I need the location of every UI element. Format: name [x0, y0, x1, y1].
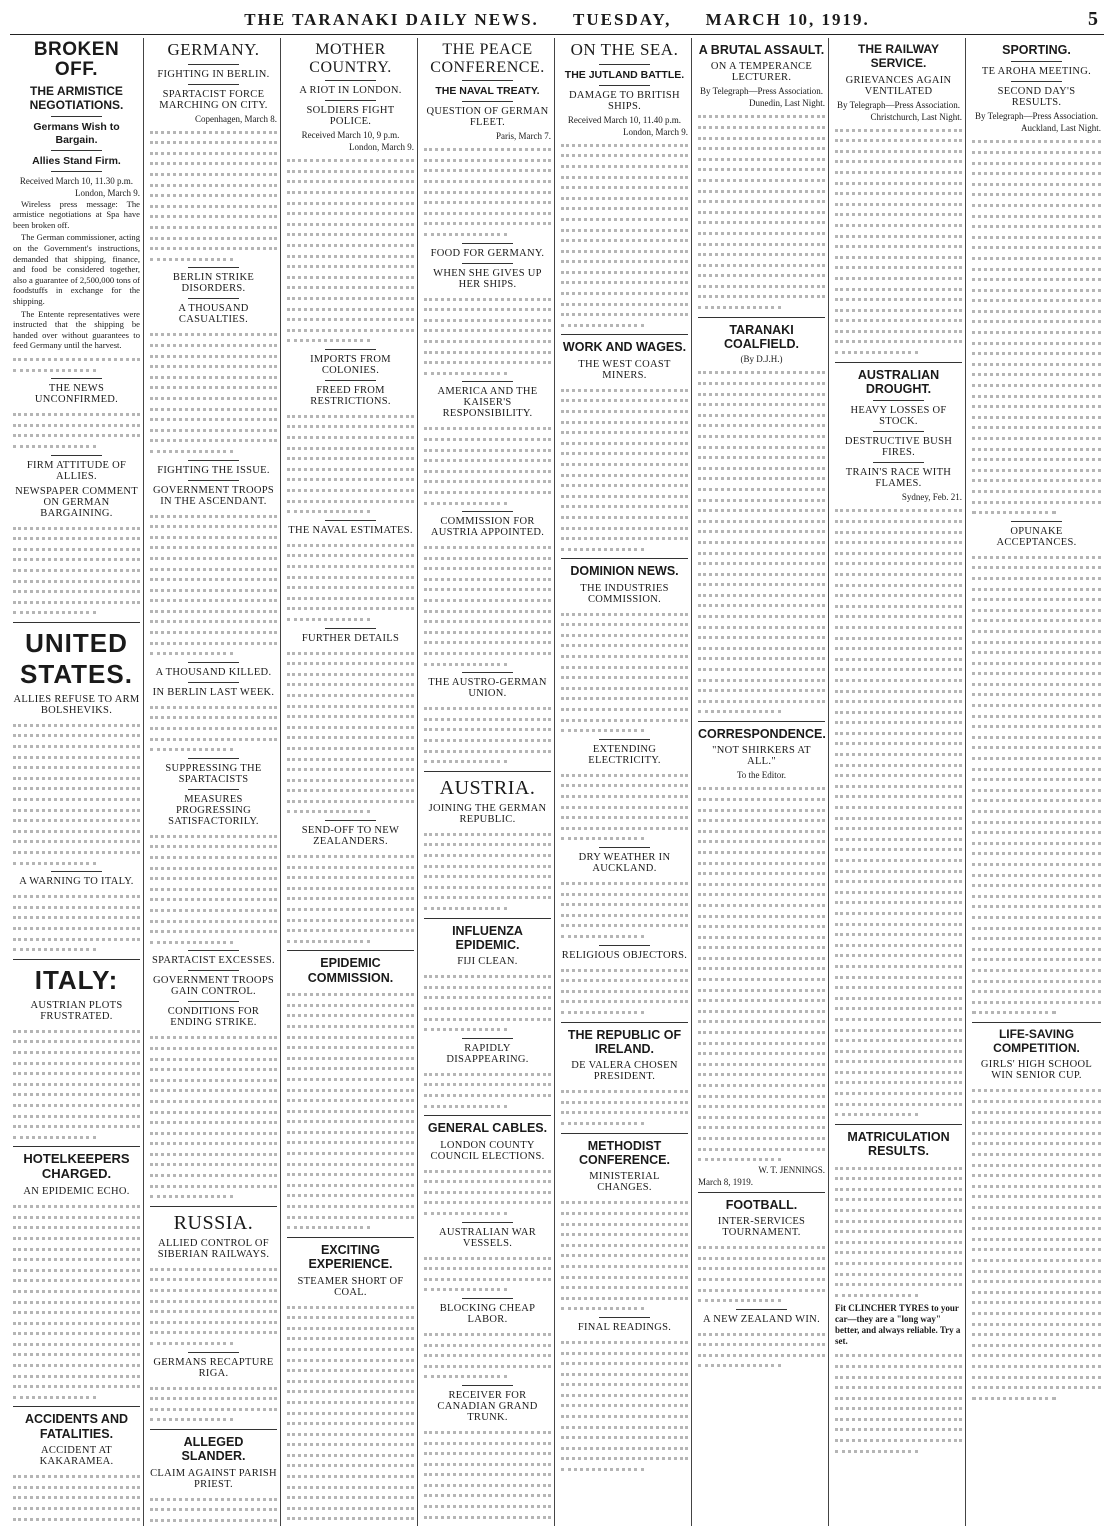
headline: EXCITING EXPERIENCE.: [308, 1242, 393, 1272]
section-heading: DE VALERA CHOSEN PRESIDENT.: [571, 1060, 678, 1083]
section-heading: RELIGIOUS OBJECTORS.: [561, 949, 688, 961]
column-8: [969, 38, 1104, 1526]
section-heading: ON A TEMPERANCE LECTURER.: [710, 61, 813, 84]
text-lines: [13, 1470, 140, 1526]
text-lines: [287, 410, 414, 516]
article-text: The German commissioner, acting on the Government's instructions, demanded that shipping, finance, and food be considered together, also a guarantee of 2,500,000 tons of foodstuffs in exchange for the shipping.: [13, 232, 140, 306]
section-heading: SPARTACIST FORCE MARCHING ON CITY.: [159, 88, 268, 111]
subheadline: Germans Wish to Bargain.: [33, 121, 120, 146]
headline: A BRUTAL ASSAULT.: [698, 43, 825, 57]
text-lines: [150, 1263, 277, 1348]
issue-day: TUESDAY,: [573, 10, 672, 29]
section-heading: FIGHTING IN BERLIN.: [157, 68, 270, 80]
dateline: Paris, March 7.: [496, 131, 551, 142]
text-lines: [698, 782, 825, 1163]
section-heading: SUPPRESSING THE SPARTACISTS: [165, 762, 262, 785]
section-heading: ACCIDENT AT KAKARAMEA.: [39, 1445, 114, 1468]
text-lines: [698, 366, 825, 716]
headline: AUSTRIA.: [439, 776, 536, 799]
headline: GERMANY.: [167, 40, 260, 59]
text-lines: [424, 293, 551, 378]
text-lines: [835, 504, 962, 1118]
text-lines: [424, 143, 551, 238]
headline: GENERAL CABLES.: [427, 1121, 548, 1136]
section-heading: DAMAGE TO BRITISH SHIPS.: [569, 89, 680, 112]
text-lines: [150, 1493, 277, 1526]
text-lines: [561, 964, 688, 1017]
section-heading: GOVERNMENT TROOPS GAIN CONTROL.: [152, 975, 275, 998]
text-lines: [13, 1200, 140, 1401]
headline: METHODIST CONFERENCE.: [579, 1138, 670, 1167]
headline: AUSTRALIAN DROUGHT.: [857, 367, 940, 397]
section-heading: BERLIN STRIKE DISORDERS.: [172, 272, 255, 295]
headline: WORK AND WAGES.: [562, 340, 687, 355]
section-heading: MEASURES PROGRESSING SATISFACTORILY.: [168, 793, 259, 827]
section-heading: A WARNING TO ITALY.: [19, 876, 134, 888]
section-heading: THE NAVAL ESTIMATES.: [288, 524, 413, 536]
byline: By Telegraph—Press Association.: [837, 99, 960, 110]
text-lines: [424, 1426, 551, 1526]
headline: ACCIDENTS AND FATALITIES.: [24, 1412, 128, 1441]
text-lines: [424, 1165, 551, 1218]
section-heading: FURTHER DETAILS: [301, 632, 400, 644]
headline: ALLEGED SLANDER.: [181, 1434, 246, 1464]
text-lines: [13, 890, 140, 954]
text-lines: [150, 510, 277, 658]
text-lines: [698, 110, 825, 311]
section-heading: FIRM ATTITUDE OF ALLIES.: [26, 459, 127, 482]
section-heading: FINAL READINGS.: [577, 1321, 672, 1333]
section-heading: IMPORTS FROM COLONIES.: [310, 353, 391, 376]
dateline: London, March 9.: [623, 126, 688, 137]
section-heading: A THOUSAND CASUALTIES.: [178, 303, 249, 326]
headline: CORRESPONDENCE.: [698, 727, 826, 741]
text-lines: [972, 1084, 1101, 1402]
headline: ITALY:: [34, 964, 119, 995]
text-lines: [835, 1162, 962, 1300]
dateline: Auckland, Last Night.: [1021, 123, 1101, 134]
column-6: [695, 38, 829, 1526]
text-lines: [835, 1349, 962, 1455]
section-heading: NEWSPAPER COMMENT ON GERMAN BARGAINING.: [15, 485, 138, 519]
column-5: [558, 38, 692, 1526]
section-heading: AN EPIDEMIC ECHO.: [23, 1186, 130, 1198]
headline: THE PEACE CONFERENCE.: [430, 41, 545, 76]
section-heading: FOOD FOR GERMANY.: [430, 247, 545, 259]
subheadline: Allies Stand Firm.: [32, 154, 121, 167]
text-lines: [698, 1328, 825, 1370]
section-heading: FIGHTING THE ISSUE.: [157, 464, 270, 476]
signature: W. T. JENNINGS.: [758, 1164, 825, 1175]
headline: THE REPUBLIC OF IRELAND.: [567, 1027, 682, 1056]
text-lines: [13, 408, 140, 450]
headline: EPIDEMIC COMMISSION.: [307, 956, 394, 985]
section-heading: GIRLS' HIGH SCHOOL WIN SENIOR CUP.: [980, 1059, 1093, 1082]
dateline: Christchurch, Last Night.: [870, 111, 962, 122]
section-heading: COMMISSION FOR AUSTRIA APPOINTED.: [430, 516, 545, 539]
section-heading: IN BERLIN LAST WEEK.: [152, 686, 275, 698]
section-heading: CONDITIONS FOR ENDING STRIKE.: [167, 1006, 260, 1029]
column-1: [10, 38, 144, 1526]
section-heading: A RIOT IN LONDON.: [299, 85, 402, 97]
dateline: Sydney, Feb. 21.: [901, 492, 962, 503]
section-heading: LONDON COUNTY COUNCIL ELECTIONS.: [430, 1139, 545, 1162]
salutation: To the Editor.: [736, 770, 787, 781]
headline: THE RAILWAY SERVICE.: [858, 42, 939, 70]
section-heading: OPUNAKE ACCEPTANCES.: [996, 525, 1077, 548]
text-lines: [424, 1328, 551, 1381]
section-heading: MINISTERIAL CHANGES.: [589, 1171, 660, 1194]
section-heading: BLOCKING CHEAP LABOR.: [439, 1302, 536, 1325]
text-lines: [13, 522, 140, 617]
text-lines: [561, 877, 688, 941]
text-lines: [561, 384, 688, 554]
text-lines: [150, 701, 277, 754]
headline: MOTHER COUNTRY.: [309, 41, 392, 76]
section-heading: A THOUSAND KILLED.: [155, 666, 272, 678]
masthead-title: [10, 10, 1104, 30]
column-4: [421, 38, 555, 1526]
headline: UNITED STATES.: [20, 627, 133, 689]
text-lines: [835, 124, 962, 357]
section-heading: "NOT SHIRKERS AT ALL.": [712, 745, 811, 768]
text-lines: [287, 850, 414, 945]
section-heading: WHEN SHE GIVES UP HER SHIPS.: [433, 267, 542, 290]
advertisement: Fit CLINCHER TYRES to your car—they are a "long way" better, and always reliable. Try a set.: [835, 1303, 961, 1347]
text-lines: [561, 1085, 688, 1127]
section-heading: DRY WEATHER IN AUCKLAND.: [578, 851, 671, 874]
text-lines: [561, 1336, 688, 1474]
section-heading: CLAIM AGAINST PARISH PRIEST.: [150, 1467, 277, 1490]
section-heading: RECEIVER FOR CANADIAN GRAND TRUNK.: [437, 1389, 538, 1423]
section-heading: SEND-OFF TO NEW ZEALANDERS.: [301, 825, 400, 848]
masthead: [10, 8, 1104, 35]
section-heading: A NEW ZEALAND WIN.: [703, 1313, 820, 1325]
byline: By Telegraph—Press Association.: [975, 111, 1098, 122]
section-heading: THE INDUSTRIES COMMISSION.: [580, 582, 669, 605]
section-heading: ALLIES REFUSE TO ARM BOLSHEVIKS.: [13, 693, 140, 716]
text-lines: [150, 328, 277, 455]
received-line: Received March 10, 11.30 p.m.: [19, 175, 134, 186]
section-heading: AUSTRIAN PLOTS FRUSTRATED.: [30, 999, 123, 1022]
headline: MATRICULATION RESULTS.: [847, 1129, 950, 1159]
headline: FOOTBALL.: [725, 1197, 798, 1212]
text-lines: [972, 551, 1101, 1017]
section-heading: JOINING THE GERMAN REPUBLIC.: [428, 802, 547, 825]
text-lines: [287, 1301, 414, 1526]
text-lines: [561, 608, 688, 735]
text-lines: [150, 1031, 277, 1201]
text-lines: [150, 830, 277, 947]
dateline: London, March 9.: [75, 187, 140, 198]
text-lines: [287, 539, 414, 624]
section-heading: HEAVY LOSSES OF STOCK.: [850, 405, 947, 428]
text-lines: [424, 970, 551, 1034]
column-3: [284, 38, 418, 1526]
section-heading: INTER-SERVICES TOURNAMENT.: [717, 1216, 806, 1239]
section-heading: ALLIED CONTROL OF SIBERIAN RAILWAYS.: [157, 1237, 270, 1260]
section-heading: GRIEVANCES AGAIN VENTILATED: [845, 74, 952, 97]
dateline: Dunedin, Last Night.: [749, 98, 825, 109]
section-heading: SPARTACIST EXCESSES.: [152, 955, 275, 967]
section-heading: STEAMER SHORT OF COAL.: [297, 1275, 404, 1298]
byline: By Telegraph—Press Association.: [700, 86, 823, 97]
section-heading: FREED FROM RESTRICTIONS.: [310, 384, 391, 407]
text-lines: [287, 154, 414, 345]
text-lines: [13, 1025, 140, 1142]
headline: HOTELKEEPERS CHARGED.: [23, 1151, 130, 1182]
section-heading: GERMANS RECAPTURE RIGA.: [153, 1356, 274, 1379]
text-lines: [561, 1196, 688, 1313]
newspaper-name: THE TARANAKI DAILY NEWS.: [244, 10, 539, 29]
headline: DOMINION NEWS.: [570, 564, 679, 579]
subheadline: THE ARMISTICE NEGOTIATIONS.: [29, 83, 124, 112]
section-heading: FIJI CLEAN.: [457, 956, 518, 968]
section-heading: SOLDIERS FIGHT POLICE.: [306, 105, 395, 128]
headline: RUSSIA.: [173, 1211, 254, 1234]
columns: [10, 38, 1104, 1526]
section-heading: DESTRUCTIVE BUSH FIRES.: [844, 436, 953, 459]
section-heading: SECOND DAY'S RESULTS.: [997, 86, 1076, 109]
received-line: Received March 10, 11.40 p.m.: [567, 114, 682, 125]
text-lines: [150, 1382, 277, 1424]
column-2: [147, 38, 281, 1526]
text-lines: [13, 719, 140, 867]
text-lines: [561, 769, 688, 843]
section-heading: THE WEST COAST MINERS.: [578, 358, 671, 381]
issue-date: MARCH 10, 1919.: [705, 10, 870, 29]
section-heading: TRAIN'S RACE WITH FLAMES.: [845, 467, 952, 490]
text-lines: [424, 702, 551, 766]
text-lines: [972, 135, 1101, 516]
section-heading: QUESTION OF GERMAN FLEET.: [426, 106, 549, 129]
text-lines: [561, 139, 688, 330]
text-lines: [287, 647, 414, 817]
dateline: Copenhagen, March 8.: [195, 113, 277, 124]
text-lines: [13, 353, 140, 374]
text-lines: [287, 988, 414, 1232]
section-heading: EXTENDING ELECTRICITY.: [588, 743, 661, 766]
section-heading: TE AROHA MEETING.: [981, 66, 1092, 78]
subheadline: THE JUTLAND BATTLE.: [564, 68, 685, 81]
headline: SPORTING.: [1002, 43, 1071, 57]
headline: ON THE SEA.: [570, 40, 679, 59]
text-lines: [424, 1252, 551, 1294]
text-lines: [424, 1068, 551, 1110]
text-lines: [424, 422, 551, 507]
column-7: [832, 38, 966, 1526]
section-heading: GOVERNMENT TROOPS IN THE ASCENDANT.: [152, 484, 275, 507]
subheadline: THE NAVAL TREATY.: [435, 85, 540, 98]
headline: INFLUENZA EPIDEMIC.: [452, 923, 523, 952]
headline: TARANAKI COALFIELD.: [724, 322, 799, 352]
section-heading: THE AUSTRO-GERMAN UNION.: [428, 677, 547, 700]
dateline: London, March 9.: [349, 142, 414, 153]
text-lines: [150, 126, 277, 264]
text-lines: [424, 541, 551, 668]
letter-date: March 8, 1919.: [698, 1176, 753, 1187]
text-lines: [424, 828, 551, 913]
article-text: The Entente representatives were instructed that the shipping be handed over without guarantees to feed Germany until the harvest.: [13, 308, 140, 351]
headline: LIFE-SAVING COMPETITION.: [993, 1026, 1080, 1055]
byline: (By D.J.H.): [740, 354, 783, 365]
article-text: Wireless press message: The armistice negotiations at Spa have been broken off.: [13, 198, 140, 230]
section-heading: AUSTRALIAN WAR VESSELS.: [438, 1226, 537, 1249]
page-number: 5: [1088, 8, 1098, 30]
text-lines: [698, 1241, 825, 1305]
section-heading: RAPIDLY DISAPPEARING.: [446, 1042, 529, 1065]
section-heading: AMERICA AND THE KAISER'S RESPONSIBILITY.: [437, 386, 538, 420]
headline: BROKEN OFF.: [33, 39, 120, 80]
section-heading: THE NEWS UNCONFIRMED.: [34, 383, 119, 406]
received-line: Received March 10, 9 p.m.: [301, 130, 400, 141]
